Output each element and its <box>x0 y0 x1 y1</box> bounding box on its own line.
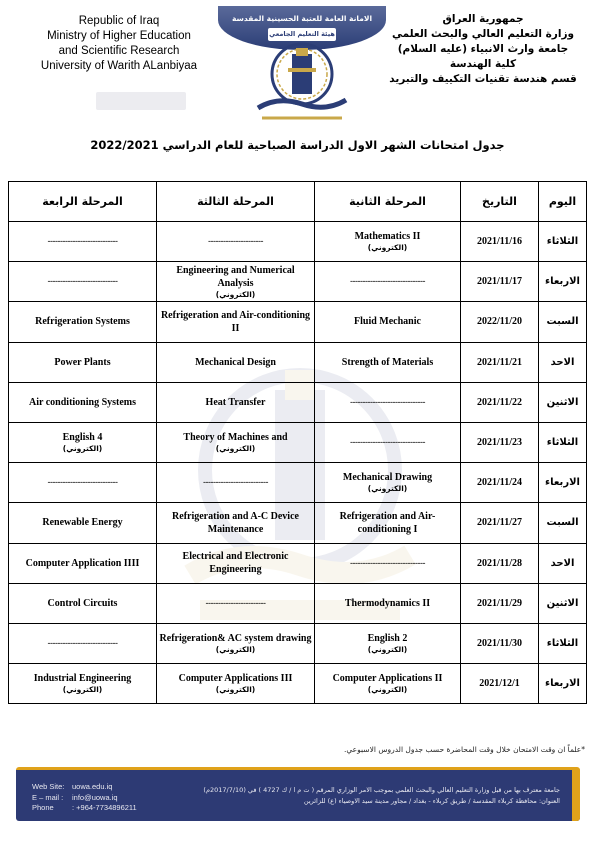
cell-date: 2021/11/29 <box>461 583 539 623</box>
online-exam-tag: (الكتروني) <box>215 644 256 654</box>
redacted-area <box>96 92 186 110</box>
table-row <box>9 463 587 503</box>
cell-fourth-stage <box>9 262 157 302</box>
course-name: Mathematics II <box>354 231 421 243</box>
online-exam-tag: (الكتروني) <box>367 484 408 494</box>
cell-fourth-stage <box>9 463 157 503</box>
course-name: Computer Application IIII <box>25 557 140 569</box>
cell-fourth-stage <box>9 302 157 342</box>
cell-second-stage <box>315 262 461 302</box>
course-name: ------------------------------ <box>350 276 425 287</box>
phone-number: : +964-7734896211 <box>72 803 137 812</box>
cell-day: الثلاثاء <box>539 422 587 462</box>
cell-fourth-stage <box>9 664 157 704</box>
footer-accent <box>572 770 580 821</box>
course-name: Theory of Machines and <box>183 432 288 444</box>
course-name: ------------------------------ <box>350 437 425 448</box>
cell-date: 2021/11/27 <box>461 503 539 543</box>
header-fourth-stage: المرحلة الرابعة <box>9 182 157 222</box>
cell-second-stage <box>315 503 461 543</box>
cell-fourth-stage <box>9 623 157 663</box>
cell-day: الاربعاء <box>539 262 587 302</box>
cell-day: السبت <box>539 302 587 342</box>
cell-date: 2021/11/17 <box>461 262 539 302</box>
course-name: Fluid Mechanic <box>354 316 421 328</box>
table-row <box>9 623 587 663</box>
cell-third-stage <box>157 262 315 302</box>
university-emblem-icon <box>248 38 356 124</box>
website-link[interactable]: uowa.edu.iq <box>72 782 113 791</box>
email-label: E – mail : <box>32 792 64 802</box>
cell-day: الاثنين <box>539 382 587 422</box>
table-row <box>9 382 587 422</box>
course-name: ------------------------------ <box>350 396 425 407</box>
cell-date: 2021/11/16 <box>461 222 539 262</box>
exam-schedule-table <box>8 181 587 704</box>
header-en-line: University of Warith ALanbiyaa <box>40 60 198 72</box>
online-exam-tag: (الكتروني) <box>367 243 408 253</box>
course-name: Mechanical Drawing <box>342 472 433 484</box>
cell-second-stage <box>315 583 461 623</box>
page-footer <box>16 767 580 821</box>
cell-third-stage <box>157 382 315 422</box>
cell-third-stage <box>157 222 315 262</box>
exam-time-note: *علماً ان وقت الامتحان خلال وقت المحاضرة حسب جدول الدروس الاسبوعي. <box>344 745 585 754</box>
cell-date: 2022/11/20 <box>461 302 539 342</box>
course-name: Computer Applications II <box>332 673 443 685</box>
online-exam-tag: (الكتروني) <box>62 444 103 454</box>
footer-accreditation <box>165 785 560 807</box>
cell-second-stage <box>315 664 461 704</box>
cell-third-stage <box>157 503 315 543</box>
header-ar-line: كلية الهندسة <box>449 58 517 70</box>
cell-day: الاربعاء <box>539 664 587 704</box>
cell-day: الاربعاء <box>539 463 587 503</box>
cell-date: 2021/12/1 <box>461 664 539 704</box>
cell-second-stage <box>315 382 461 422</box>
cell-fourth-stage <box>9 583 157 623</box>
cell-fourth-stage <box>9 382 157 422</box>
cell-second-stage <box>315 342 461 382</box>
phone-label: Phone <box>32 803 54 812</box>
cell-third-stage <box>157 623 315 663</box>
online-exam-tag: (الكتروني) <box>215 289 256 299</box>
course-name: ---------------------- <box>208 236 263 247</box>
course-name: Industrial Engineering <box>33 673 132 685</box>
cell-day: الاحد <box>539 342 587 382</box>
course-name: Refrigeration and Air-conditioning I <box>339 510 436 535</box>
course-name: Power Plants <box>54 356 111 368</box>
cell-fourth-stage <box>9 342 157 382</box>
table-row <box>9 583 587 623</box>
header-second-stage: المرحلة الثانية <box>315 182 461 222</box>
course-name: Refrigeration and Air-conditioning II <box>160 309 311 334</box>
header-day: اليوم <box>539 182 587 222</box>
header-ar-line: جامعة وارث الانبياء (عليه السلام) <box>397 43 569 55</box>
course-name: Renewable Energy <box>42 517 123 529</box>
cell-day: السبت <box>539 503 587 543</box>
cell-third-stage <box>157 543 315 583</box>
table-row <box>9 503 587 543</box>
header-en-line: Ministry of Higher Education <box>47 30 191 42</box>
header-en-line: and Scientific Research <box>58 45 180 57</box>
cell-second-stage <box>315 623 461 663</box>
cell-second-stage <box>315 422 461 462</box>
course-name: Refrigeration Systems <box>35 316 130 328</box>
course-name: Strength of Materials <box>341 356 434 368</box>
course-name: ---------------------------- <box>47 276 118 287</box>
header-ar-line: جمهورية العراق <box>442 13 524 25</box>
arabic-header <box>383 12 583 87</box>
table-row <box>9 422 587 462</box>
cell-fourth-stage <box>9 503 157 543</box>
footer-contacts <box>32 782 137 814</box>
course-name: Mechanical Design <box>195 356 276 368</box>
cell-date: 2021/11/22 <box>461 382 539 422</box>
table-row <box>9 664 587 704</box>
cell-date: 2021/11/23 <box>461 422 539 462</box>
website-label: Web Site: <box>32 782 65 791</box>
footer-address-line: العنوان: محافظة كربلاء المقدسة / طريق كربلاء - بغداد / مجاور مدينة سيد الاوصياء (ع) للزائرين <box>303 797 560 805</box>
cell-third-stage <box>157 664 315 704</box>
university-logo <box>218 6 386 124</box>
logo-top-text: الامانة العامة للعتبة الحسينية المقدسة <box>231 14 373 23</box>
online-exam-tag: (الكتروني) <box>62 685 103 695</box>
logo-sub-text: هيئة التعليم الجامعي <box>268 28 336 41</box>
cell-third-stage <box>157 422 315 462</box>
header-third-stage: المرحلة الثالثة <box>157 182 315 222</box>
cell-date: 2021/11/24 <box>461 463 539 503</box>
course-name: ------------------------------ <box>350 557 425 568</box>
course-name: ---------------------------- <box>47 236 118 247</box>
online-exam-tag: (الكتروني) <box>215 444 256 454</box>
course-name: English 4 <box>62 432 103 444</box>
online-exam-tag: (الكتروني) <box>367 644 408 654</box>
cell-fourth-stage <box>9 222 157 262</box>
cell-date: 2021/11/30 <box>461 623 539 663</box>
cell-third-stage <box>157 463 315 503</box>
course-name: Air conditioning Systems <box>28 396 137 408</box>
header-ar-line: وزارة التعليم العالي والبحث العلمي <box>391 28 575 40</box>
cell-third-stage <box>157 302 315 342</box>
course-name: Heat Transfer <box>205 396 266 408</box>
cell-fourth-stage <box>9 543 157 583</box>
cell-fourth-stage <box>9 422 157 462</box>
cell-day: الاحد <box>539 543 587 583</box>
course-name: Computer Applications III <box>178 673 293 685</box>
cell-second-stage <box>315 463 461 503</box>
table-row <box>9 302 587 342</box>
header-ar-line: قسم هندسة تقنيات التكييف والتبريد <box>389 73 577 85</box>
cell-second-stage <box>315 222 461 262</box>
course-name: Control Circuits <box>47 597 118 609</box>
cell-third-stage <box>157 583 315 623</box>
online-exam-tag: (الكتروني) <box>367 685 408 695</box>
header-date: التاريخ <box>461 182 539 222</box>
table-row <box>9 222 587 262</box>
online-exam-tag: (الكتروني) <box>215 685 256 695</box>
cell-day: الاثنين <box>539 583 587 623</box>
cell-date: 2021/11/21 <box>461 342 539 382</box>
course-name: English 2 <box>367 632 408 644</box>
footer-accreditation-line: جامعة معترف بها من قبل وزارة التعليم العالي والبحث العلمي بموجب الامر الوزاري المرقم ( ت م ا / ك 4727 ) في (2017/7/10م) <box>203 786 560 794</box>
course-name: ---------------------------- <box>47 477 118 488</box>
course-name: Thermodynamics II <box>344 597 431 609</box>
table-row <box>9 342 587 382</box>
email-link[interactable]: info@uowa.iq <box>72 792 118 802</box>
course-name: ------------------------ <box>205 597 266 608</box>
table-row <box>9 262 587 302</box>
course-name: -------------------------- <box>203 477 268 488</box>
header-en-line: Republic of Iraq <box>78 15 160 27</box>
table-row <box>9 543 587 583</box>
course-name: ---------------------------- <box>47 637 118 648</box>
cell-second-stage <box>315 543 461 583</box>
cell-third-stage <box>157 342 315 382</box>
page-title: جدول امتحانات الشهر الاول الدراسة الصباحية للعام الدراسي 2022/2021 <box>90 138 505 152</box>
table-header-row <box>9 182 587 222</box>
cell-day: الثلاثاء <box>539 222 587 262</box>
course-name: Refrigeration and A-C Device Maintenance <box>172 510 299 535</box>
cell-date: 2021/11/28 <box>461 543 539 583</box>
cell-day: الثلاثاء <box>539 623 587 663</box>
course-name: Refrigeration& AC system drawing <box>159 632 312 644</box>
english-header <box>14 14 224 74</box>
course-name: Electrical and Electronic Engineering <box>182 551 289 576</box>
course-name: Engineering and Numerical Analysis <box>176 264 295 289</box>
cell-second-stage <box>315 302 461 342</box>
